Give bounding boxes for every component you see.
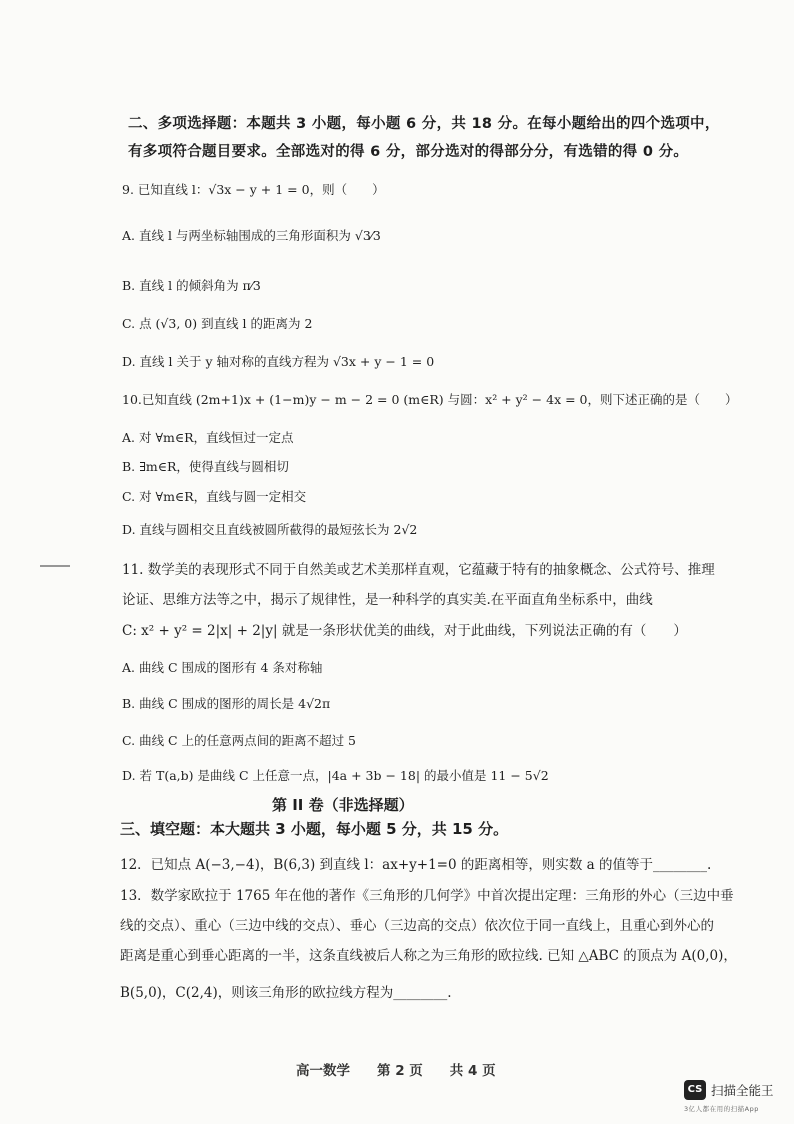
q9-option-b: B. 直线 l 的倾斜角为 π⁄3 (122, 278, 261, 293)
q11-option-a: A. 曲线 C 围成的图形有 4 条对称轴 (122, 660, 323, 675)
q10-option-a: A. 对 ∀m∈R，直线恒过一定点 (122, 430, 294, 445)
q9-stem: 9. 已知直线 l：√3x − y + 1 = 0，则（ ） (122, 182, 385, 197)
q11-option-b: B. 曲线 C 围成的图形的周长是 4√2π (122, 696, 331, 711)
q11-stem-line3: C: x² + y² = 2|x| + 2|y| 就是一条形状优美的曲线，对于此曲线，下列说法正确的有（ ） (122, 623, 687, 639)
q13-line3: 距离是重心到垂心距离的一半，这条直线被后人称之为三角形的欧拉线. 已知 △ABC 的顶点为 A(0,0)， (120, 948, 737, 964)
scanner-watermark (680, 1076, 792, 1116)
scan-smudge (40, 565, 70, 567)
section3-heading: 三、填空题：本大题共 3 小题，每小题 5 分，共 15 分。 (120, 820, 509, 838)
q10-option-c: C. 对 ∀m∈R，直线与圆一定相交 (122, 489, 307, 504)
q10-option-b: B. ∃m∈R，使得直线与圆相切 (122, 459, 289, 474)
q13-line1: 13．数学家欧拉于 1765 年在他的著作《三角形的几何学》中首次提出定理：三角形的外心（三边中垂 (120, 888, 734, 904)
q11-option-c: C. 曲线 C 上的任意两点间的距离不超过 5 (122, 733, 357, 748)
q10-option-d: D. 直线与圆相交且直线被圆所截得的最短弦长为 2√2 (122, 522, 418, 537)
section2-heading-line1: 二、多项选择题：本题共 3 小题，每小题 6 分，共 18 分。在每小题给出的四个选项中， (128, 116, 720, 132)
part2-title: 第 II 卷（非选择题） (272, 796, 414, 814)
section2-heading-line2: 有多项符合题目要求。全部选对的得 6 分，部分选对的得部分分，有选错的得 0 分。 (128, 144, 689, 160)
q11-option-d: D. 若 T(a,b) 是曲线 C 上任意一点，|4a + 3b − 18| 的最小值是 11 − 5√2 (122, 768, 549, 783)
q10-stem: 10.已知直线 (2m+1)x + (1−m)y − m − 2 = 0 (m∈R) 与圆：x² + y² − 4x = 0，则下述正确的是（ ） (122, 392, 738, 407)
q13-line2: 线的交点）、重心（三边中线的交点）、垂心（三边高的交点）依次位于同一直线上，且重心到外心的 (120, 918, 714, 934)
q9-option-d: D. 直线 l 关于 y 轴对称的直线方程为 √3x + y − 1 = 0 (122, 354, 435, 369)
scanner-app-name: 扫描全能王 (711, 1083, 774, 1098)
page-footer: 高一数学 第 2 页 共 4 页 (296, 1063, 496, 1079)
q11-stem-line2: 论证、思维方法等之中，揭示了规律性，是一种科学的真实美.在平面直角坐标系中，曲线 (122, 592, 653, 608)
q9-option-a: A. 直线 l 与两坐标轴围成的三角形面积为 √3⁄3 (122, 228, 381, 243)
q12-text: 12．已知点 A(−3,−4)，B(6,3) 到直线 l：ax+y+1=0 的距离相等，则实数 a 的值等于________. (120, 857, 712, 873)
q11-stem-line1: 11. 数学美的表现形式不同于自然美或艺术美那样直观，它蕴藏于特有的抽象概念、公式符号、推理 (122, 562, 715, 578)
scanner-logo-icon: CS (684, 1080, 706, 1100)
q9-option-c: C. 点 (√3, 0) 到直线 l 的距离为 2 (122, 316, 313, 331)
q13-line4: B(5,0)，C(2,4)，则该三角形的欧拉线方程为________. (120, 985, 452, 1001)
scanner-tagline: 3亿人都在用的扫描App (684, 1105, 759, 1113)
